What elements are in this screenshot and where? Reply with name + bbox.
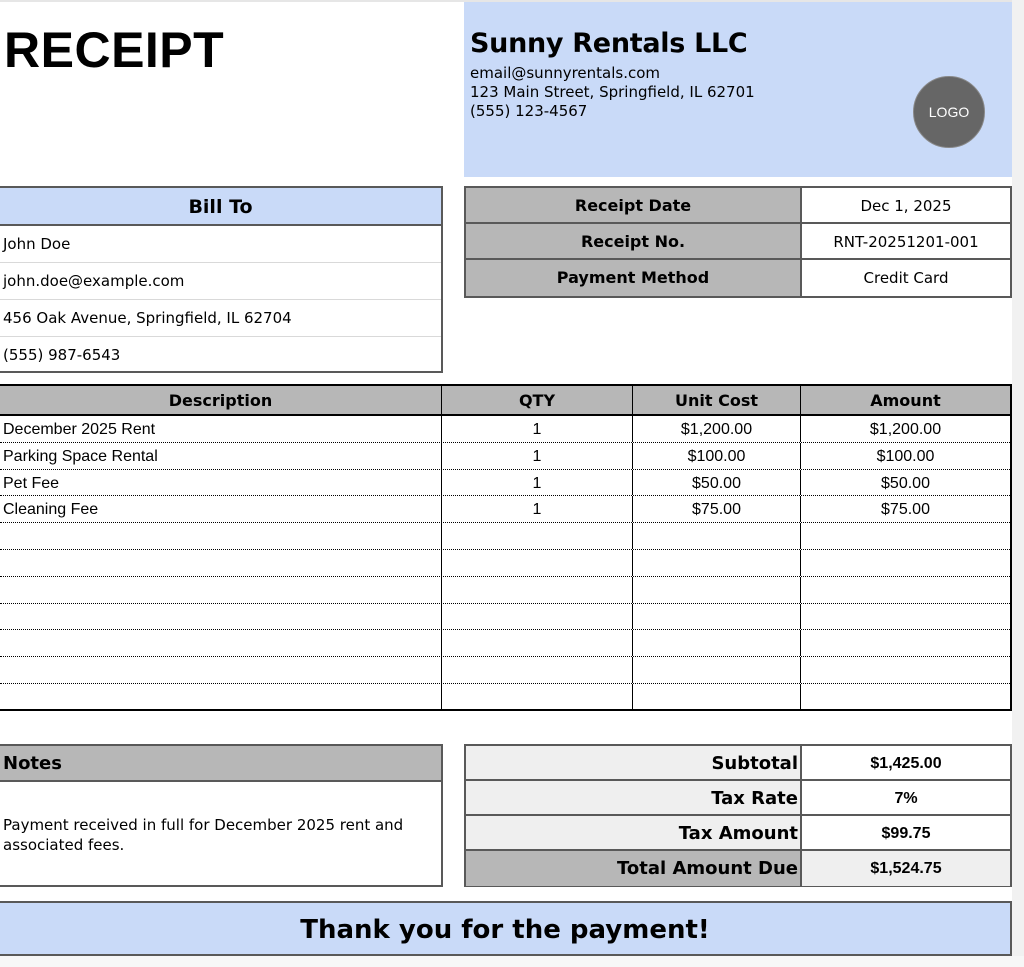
column-header-description: Description <box>0 386 442 414</box>
table-row <box>0 523 1010 550</box>
table-row <box>0 604 1010 631</box>
item-amount[interactable]: $100.00 <box>876 447 935 465</box>
item-unit-cost[interactable]: $50.00 <box>633 470 801 496</box>
receipt-meta-table <box>464 186 1012 298</box>
item-unit-cost[interactable] <box>633 550 801 576</box>
tax-amount-row <box>466 816 1010 851</box>
tax-rate-value[interactable]: 7% <box>894 790 918 807</box>
receipt-title: RECEIPT <box>4 22 225 78</box>
item-qty[interactable] <box>442 550 633 576</box>
item-amount[interactable] <box>801 523 1010 549</box>
company-name: Sunny Rentals LLC <box>470 28 748 59</box>
item-qty[interactable] <box>442 523 633 549</box>
item-qty[interactable]: 1 <box>442 470 633 496</box>
item-amount[interactable] <box>801 604 1010 630</box>
item-description[interactable]: December 2025 Rent <box>0 416 442 442</box>
item-description[interactable]: Pet Fee <box>0 470 442 496</box>
item-qty[interactable] <box>442 630 633 656</box>
thank-you-banner: Thank you for the payment! <box>0 901 1012 956</box>
total-due-label: Total Amount Due <box>466 851 802 886</box>
line-items-table <box>0 384 1012 711</box>
company-block <box>464 2 1012 177</box>
table-row <box>0 657 1010 684</box>
column-header-unit-cost: Unit Cost <box>633 386 801 414</box>
notes-text[interactable]: Payment received in full for December 2025 rent and associated fees. <box>3 816 404 854</box>
tax-rate-row <box>466 781 1010 816</box>
subtotal-label: Subtotal <box>466 746 802 779</box>
total-due-row <box>466 851 1010 886</box>
table-row <box>0 577 1010 604</box>
payment-method-value[interactable]: Credit Card <box>863 269 949 287</box>
item-amount[interactable]: $50.00 <box>881 474 930 492</box>
item-qty[interactable]: 1 <box>442 443 633 469</box>
meta-row-receipt-no <box>466 224 1010 260</box>
table-row <box>0 550 1010 577</box>
item-unit-cost[interactable]: $75.00 <box>633 496 801 522</box>
bill-to-address[interactable]: 456 Oak Avenue, Springfield, IL 62704 <box>0 300 441 337</box>
item-description[interactable] <box>0 657 442 683</box>
totals-table <box>464 744 1012 887</box>
company-email: email@sunnyrentals.com <box>470 64 661 82</box>
item-qty[interactable]: 1 <box>442 496 633 522</box>
bill-to-name[interactable]: John Doe <box>0 226 441 263</box>
item-amount[interactable] <box>801 630 1010 656</box>
table-row <box>0 630 1010 657</box>
line-items-body <box>0 416 1010 711</box>
subtotal-row <box>466 746 1010 781</box>
item-unit-cost[interactable]: $1,200.00 <box>633 416 801 442</box>
company-address: 123 Main Street, Springfield, IL 62701 <box>470 83 755 101</box>
notes-section <box>0 744 443 887</box>
item-description[interactable]: Parking Space Rental <box>0 443 442 469</box>
item-description[interactable] <box>0 577 442 603</box>
item-qty[interactable] <box>442 577 633 603</box>
item-amount[interactable] <box>801 550 1010 576</box>
item-qty[interactable] <box>442 657 633 683</box>
item-unit-cost[interactable] <box>633 630 801 656</box>
company-phone: (555) 123-4567 <box>470 102 588 120</box>
item-qty[interactable] <box>442 684 633 711</box>
sheet-right-gutter <box>1012 0 1024 967</box>
table-row <box>0 496 1010 523</box>
sheet-bottom-gutter <box>0 956 1024 967</box>
table-row <box>0 443 1010 470</box>
item-unit-cost[interactable] <box>633 657 801 683</box>
line-items-header <box>0 386 1010 416</box>
item-description[interactable] <box>0 604 442 630</box>
meta-label: Payment Method <box>466 260 802 296</box>
bill-to-section <box>0 186 443 373</box>
item-description[interactable] <box>0 550 442 576</box>
item-description[interactable]: Cleaning Fee <box>0 496 442 522</box>
meta-label: Receipt Date <box>466 188 802 222</box>
item-amount[interactable]: $75.00 <box>881 501 930 519</box>
item-amount[interactable] <box>801 684 1010 711</box>
item-description[interactable] <box>0 630 442 656</box>
meta-label: Receipt No. <box>466 224 802 258</box>
total-due-value[interactable]: $1,524.75 <box>802 851 1010 886</box>
meta-row-receipt-date <box>466 188 1010 224</box>
subtotal-value[interactable]: $1,425.00 <box>870 755 942 772</box>
item-unit-cost[interactable] <box>633 604 801 630</box>
bill-to-phone[interactable]: (555) 987-6543 <box>3 346 121 364</box>
item-unit-cost[interactable]: $100.00 <box>633 443 801 469</box>
tax-rate-label: Tax Rate <box>466 781 802 814</box>
item-unit-cost[interactable] <box>633 523 801 549</box>
tax-amount-value[interactable]: $99.75 <box>881 825 931 842</box>
table-row <box>0 684 1010 711</box>
item-amount[interactable]: $1,200.00 <box>869 421 942 438</box>
table-row <box>0 470 1010 497</box>
receipt-date-value[interactable]: Dec 1, 2025 <box>860 197 952 215</box>
logo-placeholder: LOGO <box>913 76 985 148</box>
column-header-amount: Amount <box>870 391 941 410</box>
item-unit-cost[interactable] <box>633 577 801 603</box>
item-unit-cost[interactable] <box>633 684 801 711</box>
meta-row-payment-method <box>466 260 1010 296</box>
table-row <box>0 416 1010 443</box>
item-qty[interactable] <box>442 604 633 630</box>
receipt-number-value[interactable]: RNT-20251201-001 <box>833 233 979 251</box>
item-amount[interactable] <box>801 577 1010 603</box>
column-header-qty: QTY <box>442 386 633 414</box>
item-qty[interactable]: 1 <box>442 416 633 442</box>
item-amount[interactable] <box>801 657 1010 683</box>
bill-to-header: Bill To <box>0 188 441 226</box>
bill-to-email[interactable]: john.doe@example.com <box>0 263 441 300</box>
tax-amount-label: Tax Amount <box>466 816 802 849</box>
item-description[interactable] <box>0 684 442 711</box>
item-description[interactable] <box>0 523 442 549</box>
notes-header: Notes <box>0 746 441 782</box>
